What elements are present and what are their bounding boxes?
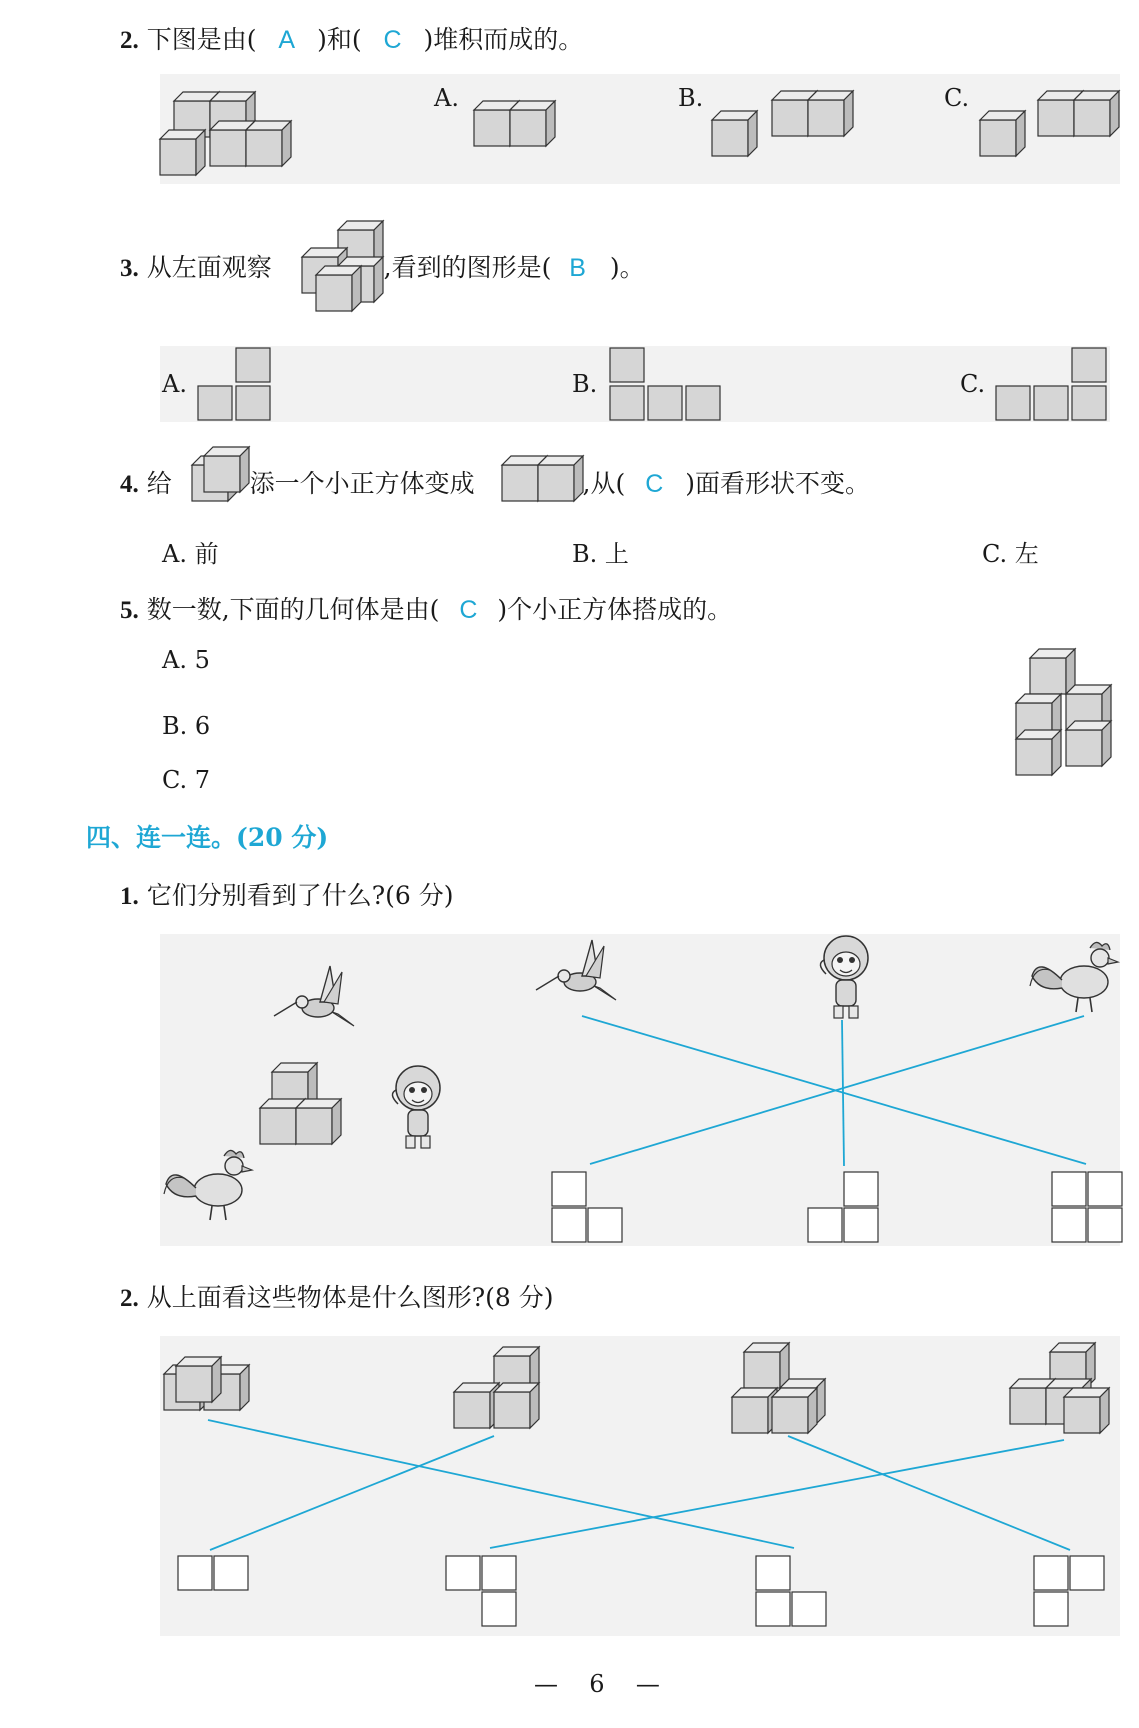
s4q2-stem: 2. 从上面看这些物体是什么图形?(8 分) bbox=[120, 1283, 554, 1312]
match-line-solid-2 bbox=[210, 1436, 494, 1550]
q4-number: 4 bbox=[120, 471, 133, 498]
q2-number: 2 bbox=[120, 27, 133, 54]
page-dash-right: — bbox=[635, 1670, 660, 1698]
q5-text-after: )个小正方体搭成的。 bbox=[497, 595, 733, 624]
s4q2-top-shape-3 bbox=[756, 1556, 836, 1636]
match-line-solid-4 bbox=[490, 1440, 1064, 1548]
q2-answer1: A bbox=[278, 26, 296, 54]
s4q2-top-shape-2 bbox=[446, 1556, 526, 1636]
q2-answer2: C bbox=[383, 26, 402, 54]
section4-title: 四、连一连。(20 分) bbox=[86, 823, 329, 852]
s4q2-top-shape-1 bbox=[178, 1556, 258, 1596]
q2-text-middle: )和( bbox=[317, 25, 362, 54]
q3-option-a-label: A. bbox=[162, 370, 187, 398]
q2-option-b-label: B. bbox=[678, 84, 704, 112]
q3-stem: 3. 从左面观察 ,看到的图形是( B )。 bbox=[120, 253, 645, 282]
q4-stem: 4. 给 添一个小正方体变成 ,从( C )面看形状不变。 bbox=[120, 469, 870, 498]
q4-option-a: A. 前 bbox=[162, 540, 219, 568]
q2-text-before: 下图是由( bbox=[146, 25, 257, 54]
q3-text-after: ,看到的图形是( bbox=[383, 253, 552, 282]
page-number bbox=[534, 1670, 660, 1698]
s4q1-number: 1 bbox=[120, 883, 133, 910]
q4-option-c: C. 左 bbox=[982, 540, 1039, 568]
q4-answer: C bbox=[645, 470, 664, 498]
q2-option-c-label: C. bbox=[944, 84, 970, 112]
page-dash-left: — bbox=[534, 1670, 558, 1698]
page-number-value: 6 bbox=[589, 1670, 605, 1698]
q3-option-b-label: B. bbox=[572, 370, 598, 398]
q5-answer: C bbox=[459, 596, 478, 624]
q2-option-a-label: A. bbox=[434, 84, 459, 112]
q3-text-before: 从左面观察 bbox=[146, 253, 272, 282]
q5-option-b: B. 6 bbox=[162, 712, 211, 740]
match-line-solid-1 bbox=[208, 1420, 794, 1548]
q5-option-a: A. 5 bbox=[162, 646, 210, 674]
q3-text-end: )。 bbox=[609, 253, 645, 282]
s4q2-text: 从上面看这些物体是什么图形?(8 分) bbox=[146, 1283, 554, 1312]
q3-option-c-label: C. bbox=[960, 370, 986, 398]
q2-text-after: )堆积而成的。 bbox=[423, 25, 584, 54]
q5-option-c: C. 7 bbox=[162, 766, 211, 794]
q5-number: 5 bbox=[120, 597, 133, 624]
s4q2-number: 2 bbox=[120, 1285, 133, 1312]
q4-text3: ,从( bbox=[582, 469, 626, 498]
q3-answer: B bbox=[569, 254, 586, 282]
q2-stem: 2. 下图是由( A )和( C )堆积而成的。 bbox=[120, 25, 584, 54]
q4-text4: )面看形状不变。 bbox=[685, 469, 870, 498]
q4-text2: 添一个小正方体变成 bbox=[249, 469, 475, 498]
s4q1-stem: 1. 它们分别看到了什么?(6 分) bbox=[120, 881, 454, 910]
s4q1-text: 它们分别看到了什么?(6 分) bbox=[146, 881, 454, 910]
q5-text-before: 数一数,下面的几何体是由( bbox=[146, 595, 440, 624]
q4-option-b: B. 上 bbox=[572, 540, 629, 568]
q3-number: 3 bbox=[120, 255, 133, 282]
q5-stem: 5. 数一数,下面的几何体是由( C )个小正方体搭成的。 bbox=[120, 595, 733, 624]
match-line-solid-3 bbox=[788, 1436, 1070, 1550]
q4-text1: 给 bbox=[146, 469, 172, 498]
s4q2-top-shape-4 bbox=[1034, 1556, 1114, 1636]
